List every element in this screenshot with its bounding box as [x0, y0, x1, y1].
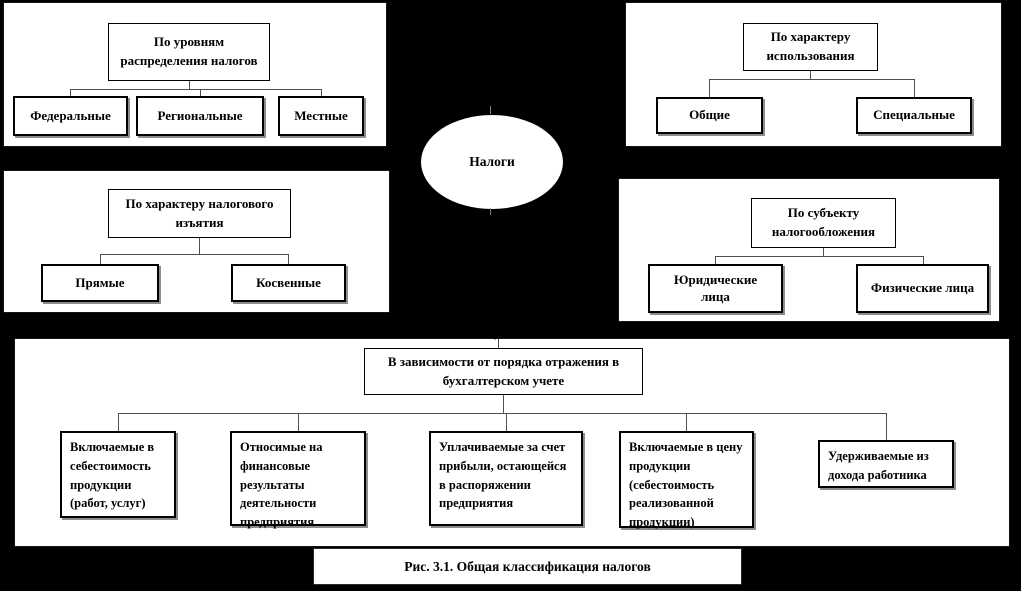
- connector-line: [118, 413, 887, 414]
- connector-line: [498, 339, 499, 348]
- figure-caption-box: [313, 548, 742, 585]
- arrow-down-icon: [489, 331, 501, 340]
- connector-line: [100, 254, 289, 255]
- subject-title-box: По субъекту налогообложения: [751, 198, 896, 248]
- connector-line: [709, 79, 710, 97]
- panel-usage: [625, 2, 1002, 147]
- connector-line: [189, 81, 190, 89]
- node-general: Общие: [656, 97, 763, 134]
- connector-line: [506, 413, 507, 431]
- connector-line: [70, 89, 322, 90]
- levels-title-box: По уровням распределения налогов: [108, 23, 270, 81]
- taxes-label: Налоги: [469, 154, 515, 169]
- connector-line: [715, 256, 924, 257]
- node-federal: Федеральные: [13, 96, 128, 136]
- figure-caption: Рис. 3.1. Общая классификация налогов: [404, 558, 651, 574]
- node-indirect: Косвенные: [231, 264, 346, 302]
- connector-tick: [490, 106, 491, 114]
- node-financial-results: Относимые на финансовые результаты деятельности предприятия: [230, 431, 366, 526]
- node-paid-from-profit: Уплачиваемые за счет прибыли, остающейся в распоряжении предприятия: [429, 431, 583, 526]
- usage-title-box: По характеру использования: [743, 23, 878, 71]
- connector-line: [886, 413, 887, 440]
- accounting-title-box: В зависимости от порядка отражения в бухгалтерском учете: [364, 348, 643, 395]
- connector-line: [503, 395, 504, 413]
- connector-line: [100, 254, 101, 264]
- panel-subject: [618, 178, 1000, 322]
- panel-levels: [3, 2, 387, 147]
- node-legal-entities: Юридические лица: [648, 264, 783, 313]
- node-regional: Региональные: [136, 96, 264, 136]
- connector-line: [118, 413, 119, 431]
- connector-line: [288, 254, 289, 264]
- node-local: Местные: [278, 96, 364, 136]
- node-product-price: Включаемые в цену продукции (себестоимость реализованной продукции): [619, 431, 754, 528]
- connector-line: [686, 413, 687, 431]
- connector-tick: [490, 208, 491, 215]
- connector-line: [199, 238, 200, 254]
- taxes-ellipse: [420, 114, 564, 210]
- withdrawal-title-box: По характеру налогового изъятия: [108, 189, 291, 238]
- node-individuals: Физические лица: [856, 264, 989, 313]
- connector-line: [810, 71, 811, 79]
- connector-line: [298, 413, 299, 431]
- node-special: Специальные: [856, 97, 972, 134]
- node-cost-of-production: Включаемые в себестоимость продукции (работ, услуг): [60, 431, 176, 518]
- connector-line: [914, 79, 915, 97]
- connector-line: [715, 256, 716, 264]
- connector-line: [823, 248, 824, 256]
- connector-line: [709, 79, 915, 80]
- node-direct: Прямые: [41, 264, 159, 302]
- connector-line: [923, 256, 924, 264]
- panel-withdrawal: [3, 170, 390, 313]
- node-employee-income: Удерживаемые из дохода работника: [818, 440, 954, 488]
- panel-accounting: [14, 338, 1010, 547]
